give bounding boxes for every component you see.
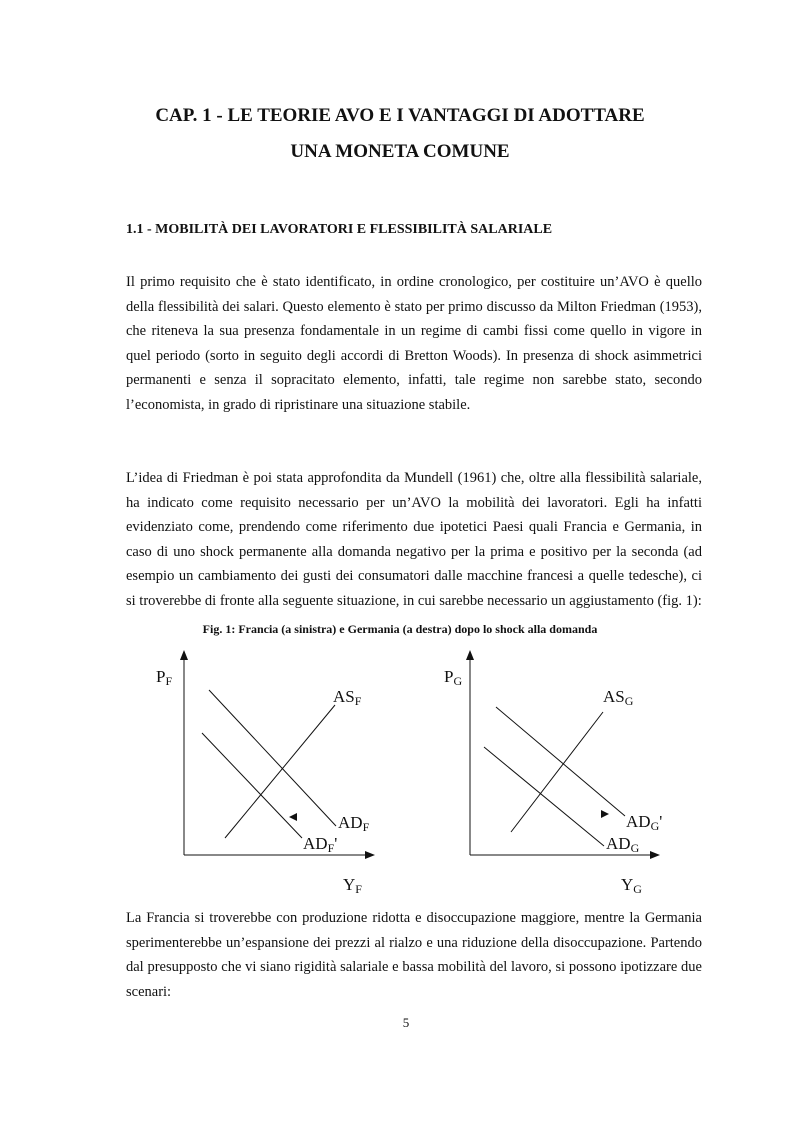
france-y-axis-label: PF — [156, 667, 173, 688]
germany-ad-curve — [484, 747, 604, 846]
france-ad-label: ADF — [338, 813, 370, 834]
germany-y-axis-label: PG — [444, 667, 463, 688]
france-ad-curve — [209, 690, 336, 826]
france-as-label: ASF — [333, 687, 362, 708]
page-number: 5 — [402, 1015, 410, 1030]
paragraph-3: La Francia si troverebbe con produzione ridotta e disoccupazione maggiore, mentre la Germania sperimenterebbe un’espansione dei prezzi al rialzo e una riduzione della disoccupazione. Partendo dal presupposto che vi siano rigidità salariale e bassa mobilità del lavoro, si possono ipotizzare due scenari: — [126, 910, 702, 1000]
section-title: 1.1 - MOBILITÀ DEI LAVORATORI E FLESSIBILITÀ SALARIALE — [126, 222, 553, 237]
france-x-axis-arrow — [365, 851, 375, 859]
germany-x-axis-arrow — [650, 851, 660, 859]
france-y-axis-arrow — [180, 650, 188, 660]
france-ad-shifted-curve — [202, 733, 302, 838]
germany-x-axis-label: YG — [621, 875, 642, 896]
germany-shift-arrowhead — [601, 810, 609, 818]
chapter-title-line-2: UNA MONETA COMUNE — [290, 141, 510, 162]
germany-ad-label: ADG — [606, 834, 640, 855]
paragraph-1: Il primo requisito che è stato identificato, in ordine cronologico, per costituire un’AVO è quello della flessibilità dei salari. Questo elemento è stato per primo discusso da Milton Friedman (1953), che riteneva la sua presenza fondamentale in un regime di cambi fissi come quello in vigore in quel periodo (sorto in seguito degli accordi di Bretton Woods). In presenza di shock asimmetrici permanenti e senza il sopracitato elemento, infatti, tale regime non sarebbe stato, secondo l’economista, in grado di ripristinare una situazione stabile. — [126, 274, 702, 413]
germany-ad-shifted-label: ADG' — [626, 812, 663, 833]
germany-ad-shifted-curve — [496, 707, 625, 816]
france-shift-arrowhead — [289, 813, 297, 821]
figure-caption: Fig. 1: Francia (a sinistra) e Germania (a destra) dopo lo shock alla domanda — [202, 622, 598, 636]
germany-as-label: ASG — [603, 687, 634, 708]
chapter-title-line-1: CAP. 1 - LE TEORIE AVO E I VANTAGGI DI ADOTTARE — [155, 105, 645, 126]
germany-y-axis-arrow — [466, 650, 474, 660]
germany-as-curve — [511, 712, 603, 832]
paragraph-2: L’idea di Friedman è poi stata approfondita da Mundell (1961) che, oltre alla flessibilità salariale, ha indicato come requisito necessario per un’AVO la mobilità dei lavoratori. Egli ha infatti evidenziato come, prendendo come riferimento due ipotetici Paesi quali Francia e Germania, in caso di uno shock permanente alla domanda negativo per la prima e positivo per la seconda (ad esempio un cambiamento dei gusti dei consumatori dalle macchine francesi a quelle tedesche), ci si troverebbe di fronte alla seguente situazione, in cui sarebbe necessario un aggiustamento (fig. 1): — [126, 470, 702, 609]
france-x-axis-label: YF — [343, 875, 362, 896]
france-ad-shifted-label: ADF' — [303, 834, 338, 855]
